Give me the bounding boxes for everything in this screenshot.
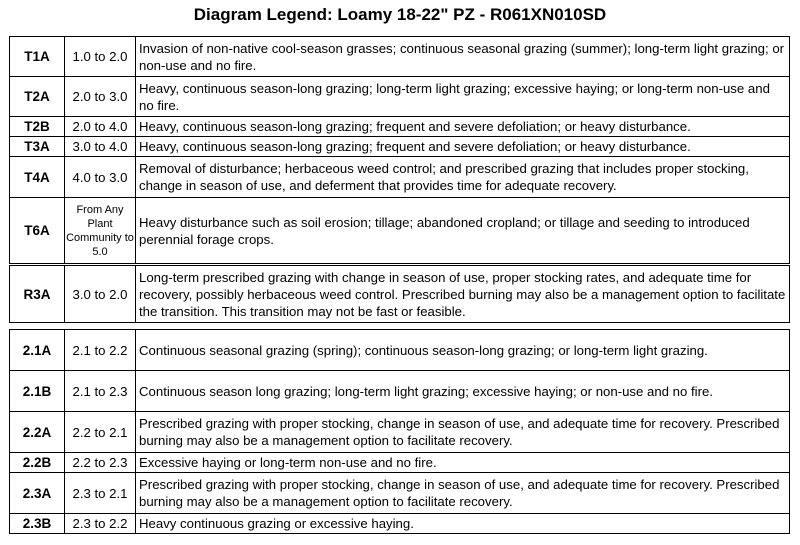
row-description: Heavy, continuous season-long grazing; frequent and severe defoliation; or heavy disturbance. (136, 117, 790, 137)
table-row (10, 77, 790, 117)
row-range: 2.1 to 2.3 (65, 371, 136, 412)
restoration-table (9, 265, 790, 323)
row-description: Continuous seasonal grazing (spring); continuous season-long grazing; or long-term light grazing. (136, 330, 790, 371)
row-description: Heavy disturbance such as soil erosion; tillage; abandoned cropland; or tillage and seeding to introduced perennial forage crops. (136, 198, 790, 264)
row-code: T3A (10, 137, 65, 157)
row-range: 4.0 to 3.0 (65, 157, 136, 198)
row-code: 2.1B (10, 371, 65, 412)
row-description: Heavy, continuous season-long grazing; frequent and severe defoliation; or heavy disturbance. (136, 137, 790, 157)
row-range: 2.3 to 2.1 (65, 473, 136, 514)
table-row (10, 330, 790, 371)
row-range: 3.0 to 2.0 (65, 266, 136, 323)
row-range: 3.0 to 4.0 (65, 137, 136, 157)
transition-table (9, 36, 790, 264)
row-code: T4A (10, 157, 65, 198)
row-code: 2.1A (10, 330, 65, 371)
row-description: Continuous season long grazing; long-term light grazing; excessive haying; or non-use and no fire. (136, 371, 790, 412)
row-description: Heavy, continuous season-long grazing; long-term light grazing; excessive haying; or long-term non-use and no fire. (136, 77, 790, 117)
row-description: Long-term prescribed grazing with change in season of use, proper stocking rates, and adequate time for recovery, possibly herbaceous weed control. Prescribed burning may also be a management option to facilitate the transition. This transition may not be fast or feasible. (136, 266, 790, 323)
row-description: Prescribed grazing with proper stocking, change in season of use, and adequate time for recovery. Prescribed burning may also be a management option to facilitate recovery. (136, 473, 790, 514)
table-row (10, 137, 790, 157)
row-code: 2.3A (10, 473, 65, 514)
row-description: Heavy continuous grazing or excessive haying. (136, 514, 790, 534)
row-description: Excessive haying or long-term non-use and no fire. (136, 453, 790, 473)
row-range: 2.1 to 2.2 (65, 330, 136, 371)
legend-title: Diagram Legend: Loamy 18-22" PZ - R061XN010SD (193, 5, 607, 24)
row-code: R3A (10, 266, 65, 323)
table-row (10, 514, 790, 534)
table-row (10, 371, 790, 412)
row-code: T2A (10, 77, 65, 117)
table-row (10, 117, 790, 137)
row-range: From Any Plant Community to 5.0 (65, 198, 136, 264)
table-row (10, 198, 790, 264)
row-code: T2B (10, 117, 65, 137)
pathway-table (9, 329, 790, 534)
row-description: Removal of disturbance; herbaceous weed control; and prescribed grazing that includes proper stocking, change in season of use, and deferment that provides time for adequate recovery. (136, 157, 790, 198)
table-row (10, 266, 790, 323)
table-row (10, 473, 790, 514)
table-row (10, 157, 790, 198)
row-range: 2.0 to 3.0 (65, 77, 136, 117)
table-row (10, 37, 790, 77)
row-range: 2.0 to 4.0 (65, 117, 136, 137)
table-row (10, 453, 790, 473)
row-code: 2.3B (10, 514, 65, 534)
row-range: 2.2 to 2.3 (65, 453, 136, 473)
row-range: 2.3 to 2.2 (65, 514, 136, 534)
row-description: Invasion of non-native cool-season grasses; continuous seasonal grazing (summer); long-term light grazing; or non-use and no fire. (136, 37, 790, 77)
row-code: T1A (10, 37, 65, 77)
row-range: 1.0 to 2.0 (65, 37, 136, 77)
row-code: 2.2B (10, 453, 65, 473)
row-description: Prescribed grazing with proper stocking, change in season of use, and adequate time for recovery. Prescribed burning may also be a management option to facilitate recovery. (136, 412, 790, 453)
table-row (10, 412, 790, 453)
row-code: T6A (10, 198, 65, 264)
row-code: 2.2A (10, 412, 65, 453)
row-range: 2.2 to 2.1 (65, 412, 136, 453)
